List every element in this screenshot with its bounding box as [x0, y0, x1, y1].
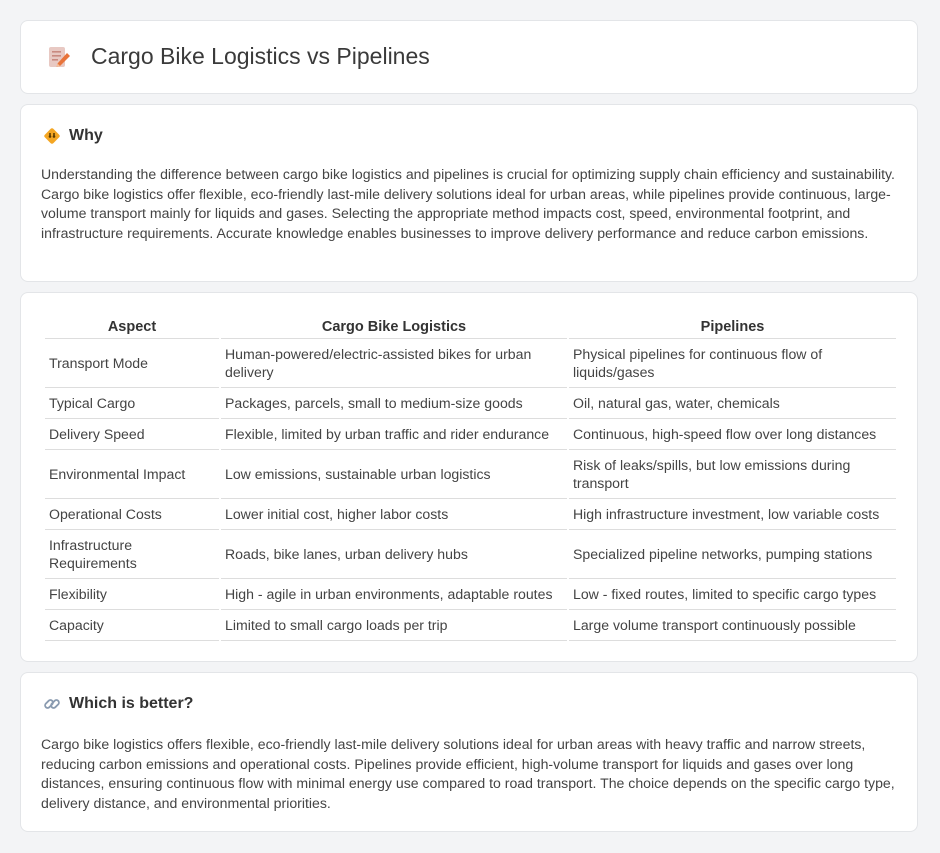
better-heading [43, 695, 193, 713]
table-row [45, 579, 896, 610]
table-row [45, 388, 896, 419]
why-title: Why [69, 127, 103, 144]
table-cell: Packages, parcels, small to medium-size goods [221, 388, 567, 419]
table-cell: Continuous, high-speed flow over long distances [569, 419, 896, 450]
why-section [20, 104, 918, 282]
table-row [45, 530, 896, 579]
diamond-signal-icon [43, 127, 61, 145]
table-cell: Large volume transport continuously possible [569, 610, 896, 641]
comparison-table-card [20, 292, 918, 662]
table-cell: Operational Costs [45, 499, 219, 530]
table-cell: High infrastructure investment, low variable costs [569, 499, 896, 530]
table-cell: Typical Cargo [45, 388, 219, 419]
table-cell: Transport Mode [45, 339, 219, 388]
page-title: Cargo Bike Logistics vs Pipelines [91, 43, 430, 69]
table-row [45, 339, 896, 388]
table-cell: High - agile in urban environments, adaptable routes [221, 579, 567, 610]
column-header: Cargo Bike Logistics [221, 315, 567, 339]
comparison-table [43, 315, 898, 641]
column-header: Pipelines [569, 315, 896, 339]
table-row [45, 610, 896, 641]
table-cell: Limited to small cargo loads per trip [221, 610, 567, 641]
why-text: Understanding the difference between cargo bike logistics and pipelines is crucial for optimizing supply chain efficiency and sustainability. Cargo bike logistics offer flexible, eco-friendly last-mile delivery solutions ideal for urban areas, while pipelines provide continuous, large-volume transport mainly for liquids and gases. Selecting the appropriate method impacts cost, speed, environmental footprint, and infrastructure requirements. Accurate knowledge enables businesses to improve delivery performance and reduce carbon emissions. [41, 166, 895, 241]
table-cell: Low - fixed routes, limited to specific cargo types [569, 579, 896, 610]
table-row [45, 419, 896, 450]
column-header: Aspect [45, 315, 219, 339]
better-text: Cargo bike logistics offers flexible, eco-friendly last-mile delivery solutions ideal for urban areas with heavy traffic and narrow streets, reducing carbon emissions and operational costs. Pipelines provide efficient, high-volume transport for liquids and gases over long distances, ensuring continuous flow with minimal energy use compared to road transport. The choice depends on the specific cargo type, delivery distance, and environmental priorities. [41, 736, 895, 811]
table-cell: Specialized pipeline networks, pumping stations [569, 530, 896, 579]
header-card [20, 20, 918, 94]
table-cell: Flexibility [45, 579, 219, 610]
table-cell: Oil, natural gas, water, chemicals [569, 388, 896, 419]
document-edit-icon [47, 44, 71, 70]
table-cell: Roads, bike lanes, urban delivery hubs [221, 530, 567, 579]
table-cell: Capacity [45, 610, 219, 641]
table-cell: Delivery Speed [45, 419, 219, 450]
link-icon [43, 695, 61, 713]
table-cell: Human-powered/electric-assisted bikes for urban delivery [221, 339, 567, 388]
table-cell: Lower initial cost, higher labor costs [221, 499, 567, 530]
table-cell: Physical pipelines for continuous flow of liquids/gases [569, 339, 896, 388]
which-is-better-section [20, 672, 918, 832]
better-title: Which is better? [69, 695, 194, 712]
why-heading [43, 127, 103, 145]
table-cell: Low emissions, sustainable urban logistics [221, 450, 567, 499]
table-row [45, 499, 896, 530]
table-cell: Infrastructure Requirements [45, 530, 219, 579]
title-row [47, 43, 430, 70]
table-header-row [45, 315, 896, 339]
table-cell: Risk of leaks/spills, but low emissions during transport [569, 450, 896, 499]
table-cell: Environmental Impact [45, 450, 219, 499]
table-cell: Flexible, limited by urban traffic and rider endurance [221, 419, 567, 450]
table-row [45, 450, 896, 499]
